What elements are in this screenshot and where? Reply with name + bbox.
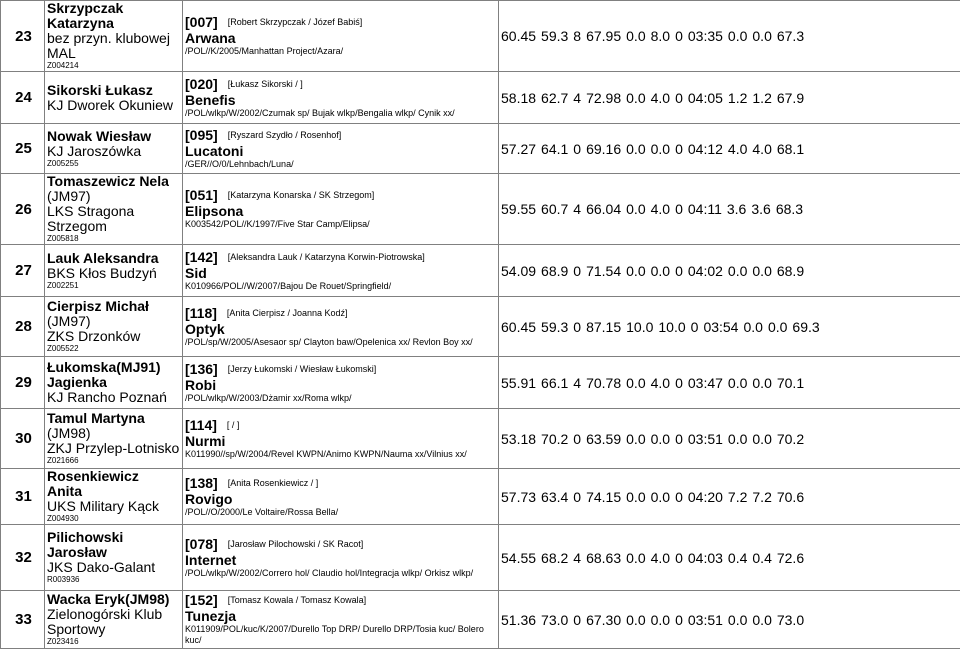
placing-number: 26 xyxy=(15,200,32,218)
rider-club-second-line: ZKJ Przylep-Lotnisko xyxy=(47,440,180,456)
horse-header xyxy=(185,15,498,30)
score-value: 72.98 xyxy=(586,89,622,106)
rider-surname: Pilichowski xyxy=(47,529,124,545)
score-value: 70.6 xyxy=(776,488,805,505)
rider-club: (JM97) xyxy=(47,313,91,329)
score-value: 59.55 xyxy=(501,201,537,217)
rider-license-code: Z005522 xyxy=(47,344,79,353)
horse-owner-breeder: [Aleksandra Lauk / Katarzyna Korwin-Piotrowska] xyxy=(227,251,425,262)
horse-owner-breeder: [Tomasz Kowala / Tomasz Kowala] xyxy=(227,595,367,605)
score-value: 0.0 xyxy=(650,611,671,628)
score-value: 03:47 xyxy=(687,374,723,391)
score-values xyxy=(499,245,960,297)
rider-surname: Lauk Aleksandra xyxy=(47,249,159,266)
rider-club: UKS Military Kąck xyxy=(47,498,160,514)
score-value: 0.4 xyxy=(752,549,772,566)
table-row xyxy=(1,409,960,469)
score-value: 54.09 xyxy=(501,262,537,279)
rider-surname: Cierpisz Michał xyxy=(47,298,149,314)
score-values xyxy=(499,591,960,649)
score-values xyxy=(499,72,960,124)
rider-surname: Tomaszewicz Nela xyxy=(47,173,169,189)
score-value: 03:35 xyxy=(687,28,723,44)
score-value: 0 xyxy=(675,488,683,505)
horse-name: Lucatoni xyxy=(185,142,244,159)
horse-cell xyxy=(183,357,499,409)
score-value: 87.15 xyxy=(586,318,622,335)
horse-owner-breeder: [Anita Rosenkiewicz / ] xyxy=(227,477,319,488)
horse-cell xyxy=(183,297,499,357)
rider-cell xyxy=(45,245,183,297)
placing-number: 29 xyxy=(15,374,32,391)
score-value: 0 xyxy=(675,374,683,391)
score-value: 0 xyxy=(690,318,699,335)
rider-club: BKS Kłos Budzyń xyxy=(47,264,157,281)
score-value: 0.0 xyxy=(626,262,646,279)
rider-surname: Nowak Wiesław xyxy=(47,127,152,144)
placing xyxy=(1,124,45,174)
score-value: 0.0 xyxy=(626,611,646,628)
horse-header xyxy=(185,250,498,265)
score-value: 0 xyxy=(675,28,683,44)
score-value: 0 xyxy=(675,611,683,628)
score-value: 0 xyxy=(675,430,683,447)
horse-start-number: [118] xyxy=(185,304,217,321)
rider-name xyxy=(47,411,182,426)
score-value: 3.6 xyxy=(726,201,747,217)
table-row xyxy=(1,525,960,591)
score-value: 0 xyxy=(573,430,582,447)
rider-surname: Łukomska xyxy=(47,359,117,375)
horse-header xyxy=(185,537,498,552)
score-value: 0 xyxy=(675,262,683,279)
placing xyxy=(1,72,45,124)
score-value: 04:05 xyxy=(687,89,723,106)
score-value: 0 xyxy=(675,549,683,566)
table-row xyxy=(1,72,960,124)
score-value: 0 xyxy=(573,140,582,157)
horse-cell xyxy=(183,591,499,649)
rider-license-code: R003936 xyxy=(47,575,80,584)
score-value: 0.0 xyxy=(727,262,748,279)
horse-start-number: [051] xyxy=(185,187,218,203)
rider-name xyxy=(47,469,182,484)
horse-pedigree: /POL//K/2005/Manhattan Project/Azara/ xyxy=(185,46,344,56)
rider-first-name: Katarzyna xyxy=(47,15,114,31)
score-value: 10.0 xyxy=(626,318,654,335)
placing xyxy=(1,591,45,649)
score-value: 64.1 xyxy=(541,140,569,157)
score-value: 70.2 xyxy=(776,430,805,447)
horse-name: Sid xyxy=(185,264,207,281)
score-value: 4 xyxy=(573,89,582,106)
horse-owner-breeder: [Jerzy Łukomski / Wiesław Łukomski] xyxy=(227,363,377,374)
rider-name xyxy=(47,299,182,314)
placing-number: 27 xyxy=(15,262,32,279)
horse-header xyxy=(185,593,498,608)
rider-name xyxy=(47,592,182,607)
table-row xyxy=(1,174,960,245)
rider-license-code: Z005818 xyxy=(47,234,79,243)
rider-surname: Wacka Eryk xyxy=(47,591,126,607)
score-value: 0.0 xyxy=(650,488,671,505)
score-value: 0.0 xyxy=(626,140,646,157)
horse-start-number: [020] xyxy=(185,75,218,92)
horse-name: Rovigo xyxy=(185,490,233,507)
score-values xyxy=(499,174,960,245)
score-value: 60.45 xyxy=(501,318,537,335)
rider-cell xyxy=(45,297,183,357)
rider-surname: Rosenkiewicz xyxy=(47,468,139,484)
score-value: 8 xyxy=(573,28,582,44)
score-value: 0.0 xyxy=(752,28,772,44)
rider-club-second-line: ZKS Drzonków xyxy=(47,328,141,344)
score-value: 0.0 xyxy=(650,430,671,447)
rider-club: KJ Dworek Okuniew xyxy=(47,96,174,113)
table-row xyxy=(1,591,960,649)
score-value: 59.3 xyxy=(541,28,569,44)
rider-cell xyxy=(45,1,183,72)
score-value: 57.73 xyxy=(501,488,537,505)
horse-owner-breeder: [Łukasz Sikorski / ] xyxy=(227,78,303,89)
horse-start-number: [136] xyxy=(185,360,218,377)
horse-cell xyxy=(183,409,499,469)
score-value: 69.16 xyxy=(586,140,622,157)
score-value: 0 xyxy=(573,318,582,335)
rider-name-second-line xyxy=(47,16,182,31)
horse-name: Robi xyxy=(185,376,217,393)
horse-start-number: [142] xyxy=(185,248,218,265)
horse-cell xyxy=(183,245,499,297)
horse-cell xyxy=(183,1,499,72)
horse-pedigree: /POL//O/2000/Le Voltaire/Rossa Bella/ xyxy=(185,506,339,517)
score-value: 0.0 xyxy=(727,374,748,391)
score-value: 0.0 xyxy=(626,28,646,44)
score-value: 0 xyxy=(675,89,683,106)
rider-first-name: Jagienka xyxy=(47,374,107,390)
score-value: 0.0 xyxy=(752,262,772,279)
horse-header xyxy=(185,128,498,143)
score-values xyxy=(499,1,960,72)
score-value: 0.0 xyxy=(626,374,646,391)
score-value: 1.2 xyxy=(727,89,748,106)
score-value: 03:51 xyxy=(687,430,723,447)
rider-club-second-line: LKS Stragona Strzegom xyxy=(47,203,135,234)
score-value: 4 xyxy=(573,201,582,217)
score-value: 04:03 xyxy=(687,549,723,566)
score-value: 0.0 xyxy=(743,318,763,335)
score-values xyxy=(499,124,960,174)
horse-cell xyxy=(183,124,499,174)
rider-club: KJ Rancho Poznań xyxy=(47,389,167,405)
score-value: 68.63 xyxy=(586,549,622,566)
score-value: 0.0 xyxy=(727,611,748,628)
rider-cell xyxy=(45,72,183,124)
score-value: 7.2 xyxy=(727,488,748,505)
score-value: 4 xyxy=(573,549,582,566)
score-values xyxy=(499,297,960,357)
score-value: 60.7 xyxy=(541,201,569,217)
horse-name: Arwana xyxy=(185,30,236,46)
horse-cell xyxy=(183,469,499,525)
rider-name xyxy=(47,251,182,266)
rider-license-code: Z004930 xyxy=(47,514,79,523)
rider-cell xyxy=(45,469,183,525)
rider-name xyxy=(47,530,182,545)
score-value: 71.54 xyxy=(586,262,622,279)
placing-number: 23 xyxy=(15,27,32,45)
rider-first-name: Jarosław xyxy=(47,544,107,560)
rider-name-second-line xyxy=(47,545,182,560)
placing xyxy=(1,174,45,245)
rider-club: (JM98) xyxy=(47,425,91,441)
rider-club: bez przyn. klubowej xyxy=(47,30,170,46)
horse-owner-breeder: [Jarosław Pilochowski / SK Racot] xyxy=(227,538,364,549)
score-value: 70.2 xyxy=(541,430,569,447)
rider-cell xyxy=(45,525,183,591)
rider-cell xyxy=(45,357,183,409)
horse-owner-breeder: [Katarzyna Konarska / SK Strzegom] xyxy=(227,190,375,200)
horse-pedigree: /POL/sp/W/2005/Asesaor sp/ Clayton baw/Opelenica xx/ Revlon Boy xx/ xyxy=(185,336,473,347)
score-value: 0.0 xyxy=(626,488,646,505)
horse-start-number: [078] xyxy=(185,535,218,552)
rider-name xyxy=(47,174,182,189)
score-value: 55.91 xyxy=(501,374,537,391)
score-value: 0.0 xyxy=(752,374,772,391)
placing xyxy=(1,469,45,525)
score-value: 0.0 xyxy=(650,262,671,279)
score-value: 74.15 xyxy=(586,488,622,505)
score-value: 0.0 xyxy=(626,201,646,217)
horse-pedigree: K011990//sp/W/2004/Revel KWPN/Animo KWPN/Nauma xx/Vilnius xx/ xyxy=(185,448,467,459)
score-value: 68.9 xyxy=(541,262,569,279)
horse-pedigree: /POL/wlkp/W/2002/Czumak sp/ Bujak wlkp/Bengalia wlkp/ Cynik xx/ xyxy=(185,107,455,118)
score-value: 57.27 xyxy=(501,140,537,157)
horse-pedigree: K003542/POL//K/1997/Five Star Camp/Elipsa/ xyxy=(185,219,370,229)
score-value: 7.2 xyxy=(752,488,772,505)
rider-name-second-line xyxy=(47,484,182,499)
score-value: 73.0 xyxy=(776,611,805,628)
horse-pedigree: /POL/wlkp/W/2003/Dżamir xx/Roma wlkp/ xyxy=(185,392,352,403)
rider-name xyxy=(47,83,182,98)
rider-category: (MJ91) xyxy=(116,359,161,375)
placing-number: 30 xyxy=(15,430,32,447)
horse-pedigree: /POL/wlkp/W/2002/Correro hol/ Claudio hol/Integracja wlkp/ Orkisz wlkp/ xyxy=(185,567,474,578)
horse-name: Internet xyxy=(185,551,237,568)
table-row xyxy=(1,297,960,357)
score-value: 72.6 xyxy=(776,549,805,566)
score-value: 68.2 xyxy=(541,549,569,566)
score-value: 54.55 xyxy=(501,549,537,566)
placing-number: 28 xyxy=(15,318,32,335)
horse-header xyxy=(185,418,498,433)
score-value: 4.0 xyxy=(650,201,671,217)
horse-header xyxy=(185,476,498,491)
score-values xyxy=(499,409,960,469)
score-value: 53.18 xyxy=(501,430,537,447)
rider-club: JKS Dako-Galant xyxy=(47,559,156,575)
score-value: 4 xyxy=(573,374,582,391)
horse-name: Tunezja xyxy=(185,608,237,624)
score-value: 66.1 xyxy=(541,374,569,391)
horse-start-number: [138] xyxy=(185,474,218,491)
score-value: 0.0 xyxy=(650,140,671,157)
score-value: 69.3 xyxy=(792,318,820,335)
score-value: 1.2 xyxy=(752,89,772,106)
rider-category: (JM98) xyxy=(125,591,170,607)
table-row xyxy=(1,357,960,409)
placing-number: 31 xyxy=(15,488,32,505)
table-row xyxy=(1,124,960,174)
score-value: 4.0 xyxy=(727,140,748,157)
placing xyxy=(1,357,45,409)
rider-license-code: Z004214 xyxy=(47,61,79,70)
placing-number: 25 xyxy=(15,140,32,157)
horse-start-number: [152] xyxy=(185,592,218,608)
horse-start-number: [095] xyxy=(185,126,218,143)
placing-number: 33 xyxy=(15,611,32,628)
horse-owner-breeder: [Ryszard Szydło / Rosenhof] xyxy=(227,129,342,140)
score-value: 0 xyxy=(573,488,582,505)
score-value: 66.04 xyxy=(586,201,622,217)
horse-header xyxy=(185,188,498,203)
horse-pedigree: /GER//O/0/Lehnbach/Luna/ xyxy=(185,158,294,169)
score-values xyxy=(499,525,960,591)
rider-license-code: Z002251 xyxy=(47,280,79,290)
rider-cell xyxy=(45,124,183,174)
rider-license-code: Z021666 xyxy=(47,456,79,465)
rider-surname: Skrzypczak xyxy=(47,0,124,16)
placing xyxy=(1,1,45,72)
score-value: 68.9 xyxy=(776,262,805,279)
score-value: 68.3 xyxy=(775,201,804,217)
rider-name xyxy=(47,1,182,16)
table-row xyxy=(1,1,960,72)
score-value: 4.0 xyxy=(752,140,772,157)
score-value: 67.3 xyxy=(776,28,805,44)
horse-pedigree: K011909/POL/kuc/K/2007/Durello Top DRP/ Durello DRP/Tosia kuc/ Bolero kuc/ xyxy=(185,624,484,645)
score-value: 0.0 xyxy=(767,318,788,335)
horse-cell xyxy=(183,174,499,245)
horse-pedigree: K010966/POL//W/2007/Bajou De Rouet/Springfield/ xyxy=(185,280,392,291)
score-value: 04:12 xyxy=(687,140,723,157)
rider-name-second-line xyxy=(47,375,182,390)
score-value: 70.78 xyxy=(586,374,622,391)
horse-owner-breeder: [ / ] xyxy=(226,419,240,430)
score-value: 67.30 xyxy=(586,611,622,628)
score-value: 10.0 xyxy=(658,318,686,335)
score-value: 0 xyxy=(675,140,683,157)
rider-first-name: Anita xyxy=(47,483,82,499)
horse-header xyxy=(185,306,498,321)
rider-surname: Sikorski Łukasz xyxy=(47,81,153,98)
score-value: 0 xyxy=(573,611,582,628)
score-value: 0.0 xyxy=(727,28,748,44)
horse-header xyxy=(185,77,498,92)
score-value: 0.0 xyxy=(626,430,646,447)
placing-number: 24 xyxy=(15,89,32,106)
score-value: 03:51 xyxy=(687,611,723,628)
rider-license-code: Z005255 xyxy=(47,158,79,168)
results-body xyxy=(1,1,960,649)
horse-owner-breeder: [Robert Skrzypczak / Józef Babiś] xyxy=(227,17,363,27)
rider-cell xyxy=(45,591,183,649)
horse-cell xyxy=(183,72,499,124)
score-value: 58.18 xyxy=(501,89,537,106)
rider-cell xyxy=(45,174,183,245)
score-value: 3.6 xyxy=(751,201,771,217)
placing xyxy=(1,297,45,357)
horse-name: Nurmi xyxy=(185,432,226,449)
score-value: 04:20 xyxy=(687,488,723,505)
score-value: 4.0 xyxy=(650,89,671,106)
horse-header xyxy=(185,362,498,377)
horse-cell xyxy=(183,525,499,591)
score-values xyxy=(499,357,960,409)
horse-name: Optyk xyxy=(185,320,225,337)
score-value: 8.0 xyxy=(650,28,671,44)
score-value: 0.0 xyxy=(752,430,772,447)
score-value: 67.9 xyxy=(776,89,805,106)
score-value: 73.0 xyxy=(541,611,569,628)
score-value: 0 xyxy=(573,262,582,279)
score-value: 68.1 xyxy=(776,140,805,157)
rider-cell xyxy=(45,409,183,469)
score-value: 03:54 xyxy=(703,318,739,335)
rider-license-code: Z023416 xyxy=(47,637,79,646)
score-value: 4.0 xyxy=(650,549,671,566)
placing-number: 32 xyxy=(15,549,32,566)
horse-start-number: [114] xyxy=(185,416,217,433)
rider-club: KJ Jaroszówka xyxy=(47,142,142,159)
score-value: 70.1 xyxy=(776,374,805,391)
score-values xyxy=(499,469,960,525)
horse-start-number: [007] xyxy=(185,14,218,30)
table-row xyxy=(1,245,960,297)
horse-name: Benefis xyxy=(185,91,236,108)
score-value: 4.0 xyxy=(650,374,671,391)
score-value: 63.59 xyxy=(586,430,622,447)
rider-name xyxy=(47,360,182,375)
score-value: 0.4 xyxy=(727,549,748,566)
horse-owner-breeder: [Anita Cierpisz / Joanna Kodź] xyxy=(226,307,348,318)
placing xyxy=(1,525,45,591)
score-value: 59.3 xyxy=(541,318,569,335)
score-value: 04:02 xyxy=(687,262,723,279)
rider-club: (JM97) xyxy=(47,188,91,204)
rider-name xyxy=(47,129,182,144)
rider-club: Zielonogórski Klub Sportowy xyxy=(47,606,163,637)
table-row xyxy=(1,469,960,525)
score-value: 0.0 xyxy=(626,89,646,106)
score-value: 0.0 xyxy=(626,549,646,566)
score-value: 63.4 xyxy=(541,488,569,505)
score-value: 51.36 xyxy=(501,611,537,628)
score-value: 0.0 xyxy=(752,611,772,628)
score-value: 04:11 xyxy=(687,201,722,217)
horse-name: Elipsona xyxy=(185,203,244,219)
rider-club-second-line: MAL xyxy=(47,45,76,61)
score-value: 67.95 xyxy=(586,28,622,44)
rider-surname: Tamul Martyna xyxy=(47,410,145,426)
placing xyxy=(1,245,45,297)
score-value: 62.7 xyxy=(541,89,569,106)
placing xyxy=(1,409,45,469)
score-value: 0.0 xyxy=(727,430,748,447)
score-value: 0 xyxy=(675,201,683,217)
score-value: 60.45 xyxy=(501,28,537,44)
